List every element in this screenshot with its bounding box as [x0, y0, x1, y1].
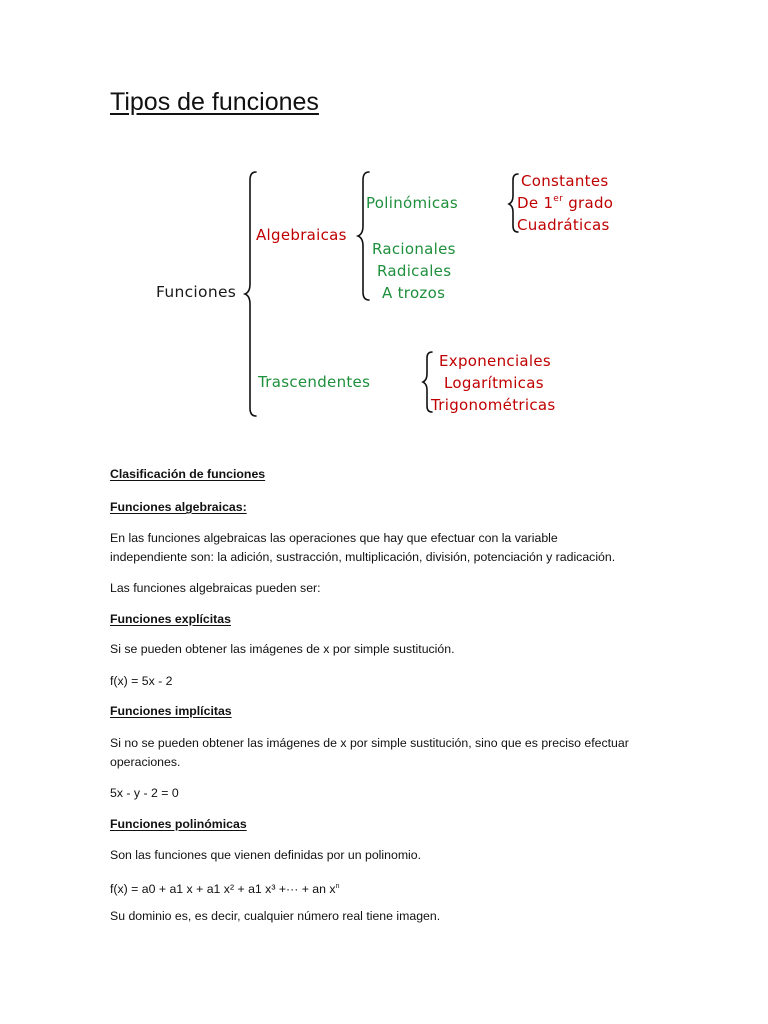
- paragraph-dominio: Su dominio es, es decir, cualquier número real tiene imagen.: [110, 909, 441, 923]
- page-title: Tipos de funciones: [110, 88, 319, 116]
- formula-polinomio: [110, 877, 339, 899]
- node-logaritmicas: Logarítmicas: [444, 374, 544, 392]
- brace-algebraicas: [358, 172, 369, 300]
- node-a-trozos: A trozos: [382, 284, 446, 302]
- node-cuadraticas: Cuadráticas: [517, 216, 610, 234]
- paragraph-pueden-ser: Las funciones algebraicas pueden ser:: [110, 581, 321, 595]
- paragraph-polinomicas: Son las funciones que vienen definidas por un polinomio.: [110, 848, 422, 862]
- node-de-1er-grado: De 1er grado: [517, 194, 614, 212]
- node-racionales: Racionales: [372, 240, 456, 258]
- paragraph-algebraicas-line1: En las funciones algebraicas las operaciones que hay que efectuar con la variable: [110, 531, 558, 545]
- paragraph-explicitas: Si se pueden obtener las imágenes de x por simple sustitución.: [110, 642, 455, 656]
- heading-funciones-algebraicas: Funciones algebraicas:: [110, 500, 247, 514]
- example-implicitas: 5x - y - 2 = 0: [110, 786, 179, 800]
- example-explicitas: f(x) = 5x - 2: [110, 674, 173, 688]
- node-trascendentes: Trascendentes: [258, 373, 371, 391]
- heading-funciones-explicitas: Funciones explícitas: [110, 612, 231, 626]
- node-constantes: Constantes: [521, 172, 609, 190]
- paragraph-implicitas-line2: operaciones.: [110, 755, 181, 769]
- formula-polinomio-exponent: n: [335, 883, 340, 890]
- node-trigonometricas: Trigonométricas: [431, 396, 556, 414]
- paragraph-algebraicas-line2: independiente son: la adición, sustracción, multiplicación, división, potenciación y radicación.: [110, 550, 616, 564]
- node-funciones: Funciones: [156, 283, 237, 301]
- brace-funciones: [245, 172, 256, 416]
- node-polinomicas: Polinómicas: [366, 194, 459, 212]
- heading-funciones-polinomicas: Funciones polinómicas: [110, 817, 247, 831]
- heading-funciones-implicitas: Funciones implícitas: [110, 704, 232, 718]
- heading-clasificacion: Clasificación de funciones: [110, 467, 266, 481]
- node-algebraicas: Algebraicas: [256, 226, 347, 244]
- node-exponenciales: Exponenciales: [439, 352, 552, 370]
- node-radicales: Radicales: [377, 262, 452, 280]
- formula-polinomio-main: f(x) = a0 + a1 x + a1 x² + a1 x³ +··· + an x: [110, 882, 336, 896]
- paragraph-implicitas-line1: Si no se pueden obtener las imágenes de x por simple sustitución, sino que es preciso efectuar: [110, 736, 629, 750]
- functions-tree-diagram: [0, 160, 768, 425]
